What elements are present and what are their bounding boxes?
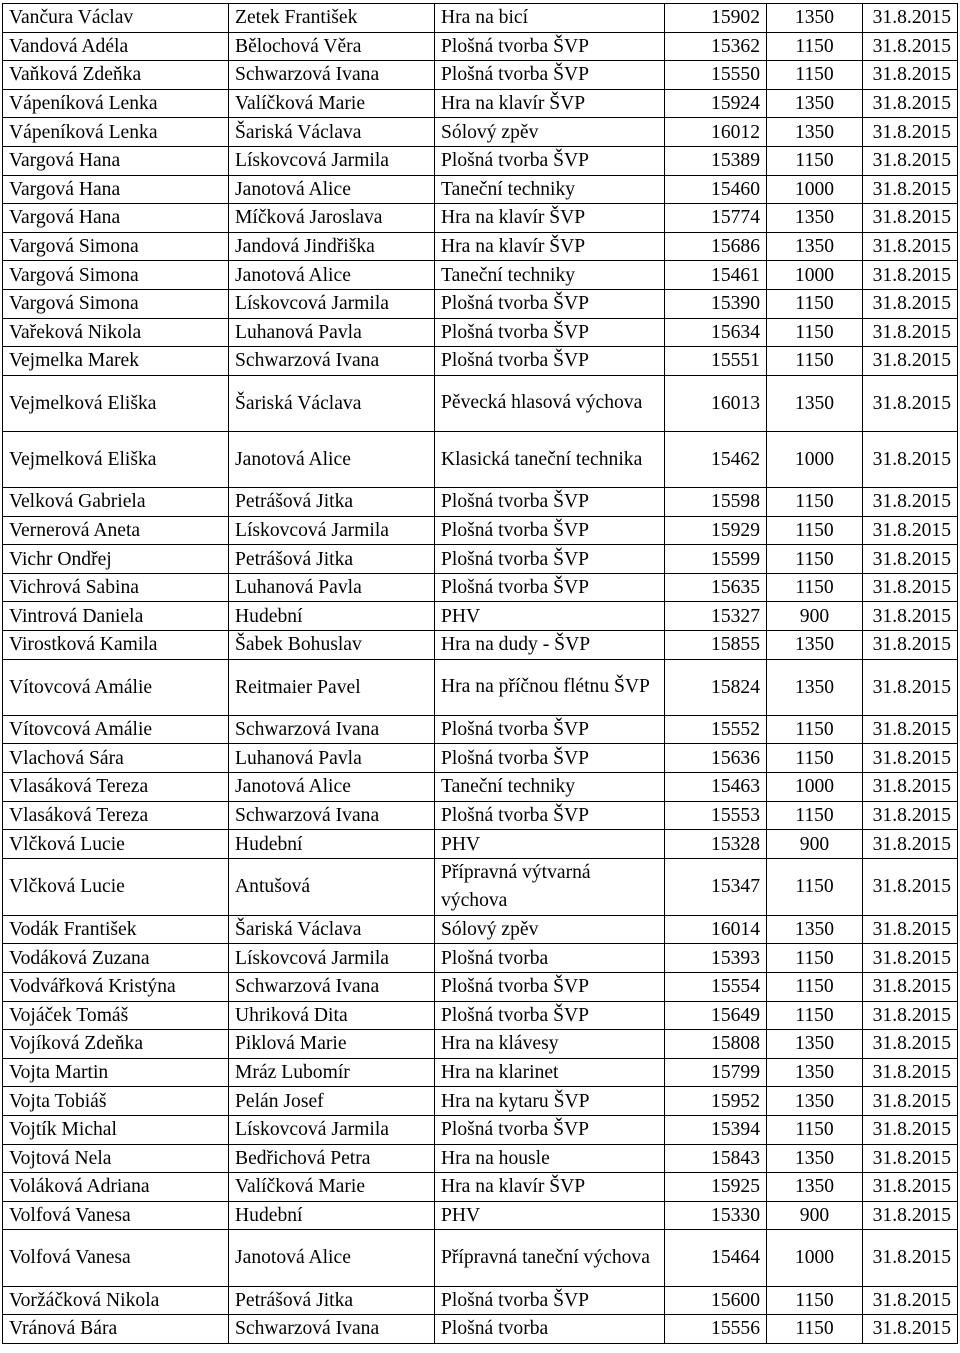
date-cell: 31.8.2015	[863, 61, 958, 90]
fee-cell: 1150	[767, 573, 863, 602]
table-row	[3, 944, 958, 973]
student-name-cell: Vítovcová Amálie	[3, 659, 229, 715]
table-row	[3, 545, 958, 574]
table-row	[3, 1173, 958, 1202]
code-cell: 15649	[665, 1001, 767, 1030]
student-name-cell: Vejmelková Eliška	[3, 431, 229, 487]
table-row	[3, 232, 958, 261]
teacher-name-cell: Valíčková Marie	[229, 89, 435, 118]
teacher-name-cell: Luhanová Pavla	[229, 573, 435, 602]
table-row	[3, 715, 958, 744]
fee-cell: 1150	[767, 146, 863, 175]
fee-cell: 1350	[767, 375, 863, 431]
teacher-name-cell: Valíčková Marie	[229, 1173, 435, 1202]
subject-cell: Plošná tvorba ŠVP	[435, 801, 665, 830]
code-cell: 15925	[665, 1173, 767, 1202]
date-cell: 31.8.2015	[863, 631, 958, 660]
table-row	[3, 32, 958, 61]
table-row	[3, 431, 958, 487]
teacher-name-cell: Schwarzová Ivana	[229, 801, 435, 830]
subject-cell: Přípravná výtvarná výchova	[435, 858, 665, 915]
date-cell: 31.8.2015	[863, 146, 958, 175]
student-name-cell: Vaňková Zdeňka	[3, 61, 229, 90]
date-cell: 31.8.2015	[863, 204, 958, 233]
table-row	[3, 146, 958, 175]
subject-cell: Taneční techniky	[435, 261, 665, 290]
student-name-cell: Vojta Martin	[3, 1058, 229, 1087]
date-cell: 31.8.2015	[863, 944, 958, 973]
fee-cell: 1350	[767, 1144, 863, 1173]
fee-cell: 900	[767, 830, 863, 859]
teacher-name-cell: Mráz Lubomír	[229, 1058, 435, 1087]
teacher-name-cell: Reitmaier Pavel	[229, 659, 435, 715]
teacher-name-cell: Hudební	[229, 830, 435, 859]
date-cell: 31.8.2015	[863, 516, 958, 545]
code-cell: 15635	[665, 573, 767, 602]
fee-cell: 1350	[767, 232, 863, 261]
date-cell: 31.8.2015	[863, 545, 958, 574]
subject-cell: Plošná tvorba ŠVP	[435, 347, 665, 376]
subject-cell: Hra na klavír ŠVP	[435, 204, 665, 233]
date-cell: 31.8.2015	[863, 118, 958, 147]
table-row	[3, 175, 958, 204]
fee-cell: 1150	[767, 1001, 863, 1030]
student-name-cell: Vítovcová Amálie	[3, 715, 229, 744]
fee-cell: 1150	[767, 715, 863, 744]
fee-cell: 1150	[767, 1315, 863, 1344]
fee-cell: 1350	[767, 1087, 863, 1116]
fee-cell: 1150	[767, 289, 863, 318]
fee-cell: 1350	[767, 1058, 863, 1087]
table-row	[3, 773, 958, 802]
table-row	[3, 204, 958, 233]
date-cell: 31.8.2015	[863, 431, 958, 487]
subject-cell: Sólový zpěv	[435, 915, 665, 944]
student-name-cell: Vichr Ondřej	[3, 545, 229, 574]
table-row	[3, 602, 958, 631]
code-cell: 15636	[665, 744, 767, 773]
student-name-cell: Vichrová Sabina	[3, 573, 229, 602]
teacher-name-cell: Bedřichová Petra	[229, 1144, 435, 1173]
table-body	[3, 4, 958, 1344]
code-cell: 15924	[665, 89, 767, 118]
code-cell: 15394	[665, 1115, 767, 1144]
date-cell: 31.8.2015	[863, 318, 958, 347]
teacher-name-cell: Petrášová Jitka	[229, 1286, 435, 1315]
fee-cell: 1000	[767, 1230, 863, 1286]
fee-cell: 1000	[767, 431, 863, 487]
code-cell: 15347	[665, 858, 767, 915]
fee-cell: 1350	[767, 118, 863, 147]
subject-cell: Hra na bicí	[435, 4, 665, 33]
date-cell: 31.8.2015	[863, 261, 958, 290]
fee-cell: 1350	[767, 4, 863, 33]
table-row	[3, 1087, 958, 1116]
subject-cell: Hra na příčnou flétnu ŠVP	[435, 659, 665, 715]
subject-cell: Plošná tvorba ŠVP	[435, 1001, 665, 1030]
date-cell: 31.8.2015	[863, 32, 958, 61]
student-name-cell: Vojtík Michal	[3, 1115, 229, 1144]
fee-cell: 1150	[767, 347, 863, 376]
code-cell: 16014	[665, 915, 767, 944]
table-row	[3, 61, 958, 90]
fee-cell: 1150	[767, 858, 863, 915]
table-row	[3, 631, 958, 660]
student-name-cell: Vlčková Lucie	[3, 858, 229, 915]
date-cell: 31.8.2015	[863, 1115, 958, 1144]
student-name-cell: Virostková Kamila	[3, 631, 229, 660]
student-name-cell: Vojíková Zdeňka	[3, 1030, 229, 1059]
student-name-cell: Velková Gabriela	[3, 488, 229, 517]
date-cell: 31.8.2015	[863, 488, 958, 517]
code-cell: 15462	[665, 431, 767, 487]
table-row	[3, 1058, 958, 1087]
code-cell: 15461	[665, 261, 767, 290]
teacher-name-cell: Hudební	[229, 1201, 435, 1230]
subject-cell: Plošná tvorba ŠVP	[435, 715, 665, 744]
fee-cell: 1150	[767, 545, 863, 574]
fee-cell: 1150	[767, 1115, 863, 1144]
student-name-cell: Volfová Vanesa	[3, 1230, 229, 1286]
table-row	[3, 973, 958, 1002]
code-cell: 15799	[665, 1058, 767, 1087]
enrollment-table	[2, 3, 958, 1344]
date-cell: 31.8.2015	[863, 1173, 958, 1202]
subject-cell: Hra na klavír ŠVP	[435, 89, 665, 118]
subject-cell: Klasická taneční technika	[435, 431, 665, 487]
table-row	[3, 744, 958, 773]
subject-cell: Plošná tvorba	[435, 1315, 665, 1344]
subject-cell: Plošná tvorba ŠVP	[435, 146, 665, 175]
teacher-name-cell: Janotová Alice	[229, 431, 435, 487]
code-cell: 15808	[665, 1030, 767, 1059]
code-cell: 15952	[665, 1087, 767, 1116]
student-name-cell: Vlasáková Tereza	[3, 773, 229, 802]
student-name-cell: Vargová Hana	[3, 146, 229, 175]
subject-cell: Plošná tvorba ŠVP	[435, 289, 665, 318]
subject-cell: Plošná tvorba ŠVP	[435, 1286, 665, 1315]
fee-cell: 1350	[767, 631, 863, 660]
fee-cell: 1150	[767, 318, 863, 347]
date-cell: 31.8.2015	[863, 1201, 958, 1230]
subject-cell: PHV	[435, 602, 665, 631]
fee-cell: 1150	[767, 973, 863, 1002]
date-cell: 31.8.2015	[863, 347, 958, 376]
table-row	[3, 1230, 958, 1286]
code-cell: 15600	[665, 1286, 767, 1315]
teacher-name-cell: Lískovcová Jarmila	[229, 516, 435, 545]
date-cell: 31.8.2015	[863, 1030, 958, 1059]
subject-cell: Hra na klavír ŠVP	[435, 1173, 665, 1202]
teacher-name-cell: Petrášová Jitka	[229, 488, 435, 517]
date-cell: 31.8.2015	[863, 232, 958, 261]
table-row	[3, 659, 958, 715]
student-name-cell: Volfová Vanesa	[3, 1201, 229, 1230]
date-cell: 31.8.2015	[863, 1230, 958, 1286]
subject-cell: Plošná tvorba ŠVP	[435, 573, 665, 602]
student-name-cell: Vargová Hana	[3, 175, 229, 204]
fee-cell: 1350	[767, 915, 863, 944]
subject-cell: Hra na klavír ŠVP	[435, 232, 665, 261]
table-row	[3, 4, 958, 33]
teacher-name-cell: Luhanová Pavla	[229, 318, 435, 347]
table-row	[3, 1030, 958, 1059]
code-cell: 16012	[665, 118, 767, 147]
date-cell: 31.8.2015	[863, 830, 958, 859]
fee-cell: 1350	[767, 89, 863, 118]
student-name-cell: Vintrová Daniela	[3, 602, 229, 631]
table-row	[3, 830, 958, 859]
subject-cell: Plošná tvorba ŠVP	[435, 973, 665, 1002]
fee-cell: 1000	[767, 773, 863, 802]
teacher-name-cell: Šariská Václava	[229, 375, 435, 431]
student-name-cell: Vodvářková Kristýna	[3, 973, 229, 1002]
subject-cell: Hra na housle	[435, 1144, 665, 1173]
code-cell: 15554	[665, 973, 767, 1002]
code-cell: 15599	[665, 545, 767, 574]
code-cell: 15330	[665, 1201, 767, 1230]
teacher-name-cell: Šariská Václava	[229, 118, 435, 147]
fee-cell: 1150	[767, 744, 863, 773]
code-cell: 15393	[665, 944, 767, 973]
student-name-cell: Vejmelka Marek	[3, 347, 229, 376]
teacher-name-cell: Piklová Marie	[229, 1030, 435, 1059]
code-cell: 15553	[665, 801, 767, 830]
student-name-cell: Vargová Hana	[3, 204, 229, 233]
code-cell: 15460	[665, 175, 767, 204]
subject-cell: Plošná tvorba ŠVP	[435, 32, 665, 61]
student-name-cell: Vargová Simona	[3, 289, 229, 318]
teacher-name-cell: Schwarzová Ivana	[229, 973, 435, 1002]
teacher-name-cell: Zetek František	[229, 4, 435, 33]
table-row	[3, 516, 958, 545]
student-name-cell: Vandová Adéla	[3, 32, 229, 61]
date-cell: 31.8.2015	[863, 1315, 958, 1344]
teacher-name-cell: Šabek Bohuslav	[229, 631, 435, 660]
student-name-cell: Vojtová Nela	[3, 1144, 229, 1173]
teacher-name-cell: Antušová	[229, 858, 435, 915]
teacher-name-cell: Hudební	[229, 602, 435, 631]
table-row	[3, 1144, 958, 1173]
teacher-name-cell: Lískovcová Jarmila	[229, 146, 435, 175]
subject-cell: Hra na kytaru ŠVP	[435, 1087, 665, 1116]
teacher-name-cell: Schwarzová Ivana	[229, 61, 435, 90]
student-name-cell: Vařeková Nikola	[3, 318, 229, 347]
teacher-name-cell: Bělochová Věra	[229, 32, 435, 61]
teacher-name-cell: Janotová Alice	[229, 1230, 435, 1286]
table-row	[3, 488, 958, 517]
date-cell: 31.8.2015	[863, 801, 958, 830]
date-cell: 31.8.2015	[863, 89, 958, 118]
code-cell: 15362	[665, 32, 767, 61]
code-cell: 15598	[665, 488, 767, 517]
date-cell: 31.8.2015	[863, 973, 958, 1002]
code-cell: 15843	[665, 1144, 767, 1173]
student-name-cell: Vejmelková Eliška	[3, 375, 229, 431]
student-name-cell: Vargová Simona	[3, 261, 229, 290]
student-name-cell: Vernerová Aneta	[3, 516, 229, 545]
teacher-name-cell: Pelán Josef	[229, 1087, 435, 1116]
student-name-cell: Vančura Václav	[3, 4, 229, 33]
student-name-cell: Vargová Simona	[3, 232, 229, 261]
code-cell: 15929	[665, 516, 767, 545]
subject-cell: Přípravná taneční výchova	[435, 1230, 665, 1286]
table-row	[3, 318, 958, 347]
date-cell: 31.8.2015	[863, 1144, 958, 1173]
subject-cell: Plošná tvorba ŠVP	[435, 744, 665, 773]
subject-cell: Plošná tvorba ŠVP	[435, 1115, 665, 1144]
teacher-name-cell: Luhanová Pavla	[229, 744, 435, 773]
subject-cell: Sólový zpěv	[435, 118, 665, 147]
subject-cell: Hra na klávesy	[435, 1030, 665, 1059]
teacher-name-cell: Petrášová Jitka	[229, 545, 435, 574]
date-cell: 31.8.2015	[863, 1001, 958, 1030]
teacher-name-cell: Janotová Alice	[229, 261, 435, 290]
subject-cell: Taneční techniky	[435, 773, 665, 802]
subject-cell: Plošná tvorba ŠVP	[435, 318, 665, 347]
student-name-cell: Voláková Adriana	[3, 1173, 229, 1202]
subject-cell: PHV	[435, 830, 665, 859]
teacher-name-cell: Lískovcová Jarmila	[229, 1115, 435, 1144]
fee-cell: 1350	[767, 1173, 863, 1202]
code-cell: 15556	[665, 1315, 767, 1344]
teacher-name-cell: Míčková Jaroslava	[229, 204, 435, 233]
code-cell: 16013	[665, 375, 767, 431]
fee-cell: 1150	[767, 1286, 863, 1315]
teacher-name-cell: Lískovcová Jarmila	[229, 944, 435, 973]
student-name-cell: Vránová Bára	[3, 1315, 229, 1344]
date-cell: 31.8.2015	[863, 1058, 958, 1087]
table-row	[3, 1201, 958, 1230]
date-cell: 31.8.2015	[863, 858, 958, 915]
teacher-name-cell: Schwarzová Ivana	[229, 715, 435, 744]
fee-cell: 900	[767, 602, 863, 631]
fee-cell: 1150	[767, 944, 863, 973]
table-row	[3, 375, 958, 431]
subject-cell: Plošná tvorba ŠVP	[435, 488, 665, 517]
student-name-cell: Vápeníková Lenka	[3, 89, 229, 118]
code-cell: 15824	[665, 659, 767, 715]
subject-cell: Plošná tvorba ŠVP	[435, 545, 665, 574]
date-cell: 31.8.2015	[863, 715, 958, 744]
teacher-name-cell: Uhriková Dita	[229, 1001, 435, 1030]
code-cell: 15552	[665, 715, 767, 744]
table-row	[3, 858, 958, 915]
fee-cell: 1150	[767, 32, 863, 61]
subject-cell: Plošná tvorba	[435, 944, 665, 973]
student-name-cell: Vodák František	[3, 915, 229, 944]
teacher-name-cell: Janotová Alice	[229, 773, 435, 802]
student-name-cell: Vojta Tobiáš	[3, 1087, 229, 1116]
fee-cell: 1150	[767, 801, 863, 830]
subject-cell: Hra na klarinet	[435, 1058, 665, 1087]
subject-cell: Plošná tvorba ŠVP	[435, 516, 665, 545]
code-cell: 15389	[665, 146, 767, 175]
code-cell: 15550	[665, 61, 767, 90]
table-row	[3, 118, 958, 147]
student-name-cell: Voržáčková Nikola	[3, 1286, 229, 1315]
table-row	[3, 573, 958, 602]
date-cell: 31.8.2015	[863, 602, 958, 631]
date-cell: 31.8.2015	[863, 659, 958, 715]
fee-cell: 1350	[767, 659, 863, 715]
subject-cell: Plošná tvorba ŠVP	[435, 61, 665, 90]
student-name-cell: Vodáková Zuzana	[3, 944, 229, 973]
date-cell: 31.8.2015	[863, 175, 958, 204]
code-cell: 15327	[665, 602, 767, 631]
subject-cell: Taneční techniky	[435, 175, 665, 204]
fee-cell: 1150	[767, 61, 863, 90]
date-cell: 31.8.2015	[863, 744, 958, 773]
table-row	[3, 801, 958, 830]
date-cell: 31.8.2015	[863, 915, 958, 944]
table-row	[3, 1001, 958, 1030]
table-row	[3, 289, 958, 318]
table-row	[3, 347, 958, 376]
code-cell: 15686	[665, 232, 767, 261]
student-name-cell: Vojáček Tomáš	[3, 1001, 229, 1030]
date-cell: 31.8.2015	[863, 375, 958, 431]
code-cell: 15464	[665, 1230, 767, 1286]
date-cell: 31.8.2015	[863, 1087, 958, 1116]
student-name-cell: Vápeníková Lenka	[3, 118, 229, 147]
code-cell: 15328	[665, 830, 767, 859]
fee-cell: 1000	[767, 175, 863, 204]
teacher-name-cell: Šariská Václava	[229, 915, 435, 944]
table-row	[3, 1115, 958, 1144]
fee-cell: 1150	[767, 516, 863, 545]
fee-cell: 1150	[767, 488, 863, 517]
date-cell: 31.8.2015	[863, 1286, 958, 1315]
date-cell: 31.8.2015	[863, 573, 958, 602]
teacher-name-cell: Janotová Alice	[229, 175, 435, 204]
teacher-name-cell: Jandová Jindřiška	[229, 232, 435, 261]
subject-cell: PHV	[435, 1201, 665, 1230]
date-cell: 31.8.2015	[863, 773, 958, 802]
student-name-cell: Vlčková Lucie	[3, 830, 229, 859]
teacher-name-cell: Schwarzová Ivana	[229, 1315, 435, 1344]
table-row	[3, 1315, 958, 1344]
code-cell: 15390	[665, 289, 767, 318]
code-cell: 15551	[665, 347, 767, 376]
table-row	[3, 1286, 958, 1315]
table-row	[3, 89, 958, 118]
date-cell: 31.8.2015	[863, 289, 958, 318]
student-name-cell: Vlachová Sára	[3, 744, 229, 773]
code-cell: 15463	[665, 773, 767, 802]
fee-cell: 900	[767, 1201, 863, 1230]
code-cell: 15774	[665, 204, 767, 233]
date-cell: 31.8.2015	[863, 4, 958, 33]
fee-cell: 1350	[767, 1030, 863, 1059]
teacher-name-cell: Lískovcová Jarmila	[229, 289, 435, 318]
fee-cell: 1350	[767, 204, 863, 233]
code-cell: 15902	[665, 4, 767, 33]
fee-cell: 1000	[767, 261, 863, 290]
table-row	[3, 915, 958, 944]
teacher-name-cell: Schwarzová Ivana	[229, 347, 435, 376]
subject-cell: Hra na dudy - ŠVP	[435, 631, 665, 660]
code-cell: 15855	[665, 631, 767, 660]
code-cell: 15634	[665, 318, 767, 347]
student-name-cell: Vlasáková Tereza	[3, 801, 229, 830]
table-row	[3, 261, 958, 290]
subject-cell: Pěvecká hlasová výchova	[435, 375, 665, 431]
